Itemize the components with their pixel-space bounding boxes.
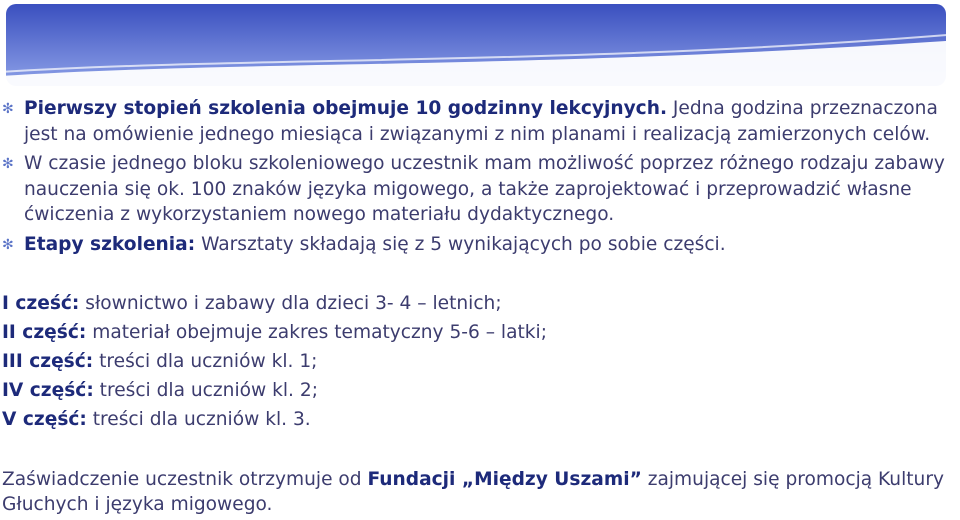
part-line [2, 318, 952, 347]
part-label: IV część: [2, 380, 94, 401]
bullet-text: Jedna godzina przeznaczona jest na omówienie jednego miesiąca i związanymi z nim planami i realizacją zamierzonych celów. [24, 98, 938, 145]
bullet-list [0, 96, 960, 257]
part-text: treści dla uczniów kl. 1; [93, 351, 318, 372]
part-line [2, 347, 952, 376]
part-label: II część: [2, 322, 87, 343]
part-text: materiał obejmuje zakres tematyczny 5-6 – latki; [86, 322, 547, 343]
bullet-item [0, 151, 960, 228]
bullet-item [0, 232, 960, 258]
foundation-name: Fundacji „Między Uszami” [367, 469, 642, 490]
bullet-text: W czasie jednego bloku szkoleniowego uczestnik mam możliwość poprzez różnego rodzaju zabawy nauczenia się ok. 100 znaków języka migowego, a także zaprojektować i przeprowadzić własne ćwiczenia z wykorzystaniem nowego materiału dydaktycznego. [24, 153, 945, 225]
part-text: słownictwo i zabawy dla dzieci 3- 4 – letnich; [79, 293, 502, 314]
part-line [2, 405, 952, 434]
part-label: V część: [2, 409, 87, 430]
bullet-bold-text: Etapy szkolenia: [24, 233, 196, 255]
bullet-text: Warsztaty składają się z 5 wynikających po sobie części. [195, 233, 726, 255]
bullet-item [0, 96, 960, 147]
part-text: treści dla uczniów kl. 2; [93, 380, 318, 401]
certificate-note [2, 467, 952, 517]
asterisk-bullet-icon: ✻ [2, 236, 14, 253]
part-label: I cześć: [2, 293, 80, 314]
footer-text-post: zajmującej się promocją Kultury Głuchych i języka migowego. [2, 469, 944, 515]
part-line [2, 376, 952, 405]
header-banner [0, 0, 960, 92]
footer-text-pre: Zaświadczenie uczestnik otrzymuje od [2, 469, 368, 490]
asterisk-bullet-icon: ✻ [2, 101, 14, 117]
part-text: treści dla uczniów kl. 3. [86, 409, 311, 430]
bullet-bold-text: Pierwszy stopień szkolenia obejmuje 10 godzinny lekcyjnych. [24, 98, 668, 119]
part-label: III część: [2, 351, 94, 372]
content-area [0, 96, 960, 261]
asterisk-bullet-icon: ✻ [2, 156, 14, 172]
part-line [2, 289, 952, 318]
parts-list [2, 289, 952, 434]
